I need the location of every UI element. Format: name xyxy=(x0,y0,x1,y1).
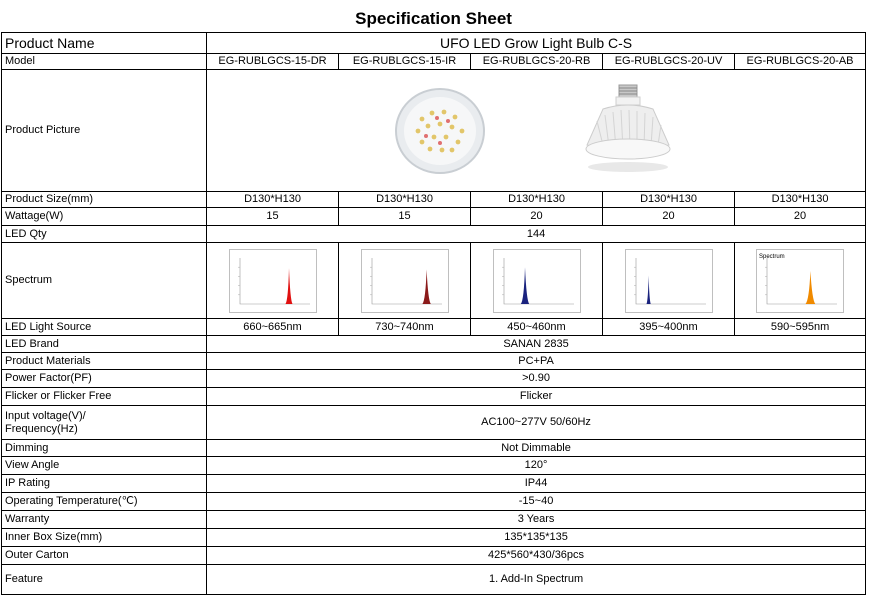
spectrum-axes-3 xyxy=(504,258,574,304)
outer-carton-label: Outer Carton xyxy=(2,547,207,565)
feature-label: Feature xyxy=(2,565,207,595)
spectrum-cell-2 xyxy=(339,243,471,319)
model-value-4: EG-RUBLGCS-20-UV xyxy=(603,54,735,70)
led-light-source-value-4: 395~400nm xyxy=(603,319,735,336)
input-voltage-value: AC100~277V 50/60Hz xyxy=(207,406,866,440)
spectrum-axes-2 xyxy=(372,258,442,304)
specification-sheet xyxy=(1,5,865,595)
power-factor-value: >0.90 xyxy=(207,370,866,388)
led-light-source-label: LED Light Source xyxy=(2,319,207,336)
spectrum-cell-5 xyxy=(735,243,866,319)
spectrum-peak-1 xyxy=(285,268,292,304)
view-angle-value: 120° xyxy=(207,457,866,475)
input-voltage-label xyxy=(2,406,207,440)
led-qty-label: LED Qty xyxy=(2,226,207,243)
spectrum-chart-5 xyxy=(756,249,844,313)
model-value-1: EG-RUBLGCS-15-DR xyxy=(207,54,339,70)
input-voltage-label-line1: Input voltage(V)/ xyxy=(5,409,86,422)
product-size-value-2: D130*H130 xyxy=(339,192,471,208)
spectrum-cell-4 xyxy=(603,243,735,319)
operating-temp-label: Operating Temperature(℃) xyxy=(2,493,207,511)
model-value-2: EG-RUBLGCS-15-IR xyxy=(339,54,471,70)
bulb-side-image xyxy=(573,79,683,183)
led-qty-value: 144 xyxy=(207,226,866,243)
spec-table xyxy=(1,5,866,595)
inner-box-label: Inner Box Size(mm) xyxy=(2,529,207,547)
product-size-value-3: D130*H130 xyxy=(471,192,603,208)
product-size-value-5: D130*H130 xyxy=(735,192,866,208)
warranty-label: Warranty xyxy=(2,511,207,529)
bulb-front-image xyxy=(390,79,490,183)
product-size-label: Product Size(mm) xyxy=(2,192,207,208)
product-size-value-1: D130*H130 xyxy=(207,192,339,208)
wattage-value-5: 20 xyxy=(735,208,866,226)
product-size-value-4: D130*H130 xyxy=(603,192,735,208)
power-factor-label: Power Factor(PF) xyxy=(2,370,207,388)
product-name-value: UFO LED Grow Light Bulb C-S xyxy=(207,33,866,54)
wattage-label: Wattage(W) xyxy=(2,208,207,226)
spectrum-peak-5 xyxy=(806,270,816,303)
ip-rating-label: IP Rating xyxy=(2,475,207,493)
warranty-value: 3 Years xyxy=(207,511,866,529)
spectrum-cell-3 xyxy=(471,243,603,319)
ip-rating-value: IP44 xyxy=(207,475,866,493)
led-light-source-value-5: 590~595nm xyxy=(735,319,866,336)
model-value-3: EG-RUBLGCS-20-RB xyxy=(471,54,603,70)
spectrum-chart-3 xyxy=(493,249,581,313)
outer-carton-value: 425*560*430/36pcs xyxy=(207,547,866,565)
led-light-source-value-2: 730~740nm xyxy=(339,319,471,336)
product-picture-cell xyxy=(207,70,866,192)
wattage-value-3: 20 xyxy=(471,208,603,226)
dimming-label: Dimming xyxy=(2,440,207,457)
product-picture-label: Product Picture xyxy=(2,70,207,192)
spectrum-axes-5 xyxy=(767,258,837,304)
wattage-value-2: 15 xyxy=(339,208,471,226)
led-light-source-value-1: 660~665nm xyxy=(207,319,339,336)
spectrum-peak-2 xyxy=(422,269,430,304)
led-brand-label: LED Brand xyxy=(2,336,207,353)
spectrum-label: Spectrum xyxy=(2,243,207,319)
sheet-title: Specification Sheet xyxy=(2,5,866,33)
spectrum-chart-5-title: Spectrum xyxy=(759,253,785,260)
spectrum-axes-1 xyxy=(240,258,310,304)
led-light-source-value-3: 450~460nm xyxy=(471,319,603,336)
model-value-5: EG-RUBLGCS-20-AB xyxy=(735,54,866,70)
model-label: Model xyxy=(2,54,207,70)
led-brand-value: SANAN 2835 xyxy=(207,336,866,353)
product-materials-value: PC+PA xyxy=(207,353,866,370)
product-materials-label: Product Materials xyxy=(2,353,207,370)
feature-value: 1. Add-In Spectrum xyxy=(207,565,866,595)
operating-temp-value: -15~40 xyxy=(207,493,866,511)
spectrum-peak-3 xyxy=(520,267,528,304)
wattage-value-4: 20 xyxy=(603,208,735,226)
flicker-value: Flicker xyxy=(207,388,866,406)
wattage-value-1: 15 xyxy=(207,208,339,226)
spectrum-cell-1 xyxy=(207,243,339,319)
spectrum-chart-4 xyxy=(625,249,713,313)
spectrum-peak-4 xyxy=(646,275,650,304)
spectrum-axes-4 xyxy=(636,258,706,304)
flicker-label: Flicker or Flicker Free xyxy=(2,388,207,406)
product-name-label: Product Name xyxy=(2,33,207,54)
spectrum-chart-1 xyxy=(229,249,317,313)
inner-box-value: 135*135*135 xyxy=(207,529,866,547)
input-voltage-label-line2: Frequency(Hz) xyxy=(5,422,78,435)
dimming-value: Not Dimmable xyxy=(207,440,866,457)
view-angle-label: View Angle xyxy=(2,457,207,475)
spectrum-chart-2 xyxy=(361,249,449,313)
